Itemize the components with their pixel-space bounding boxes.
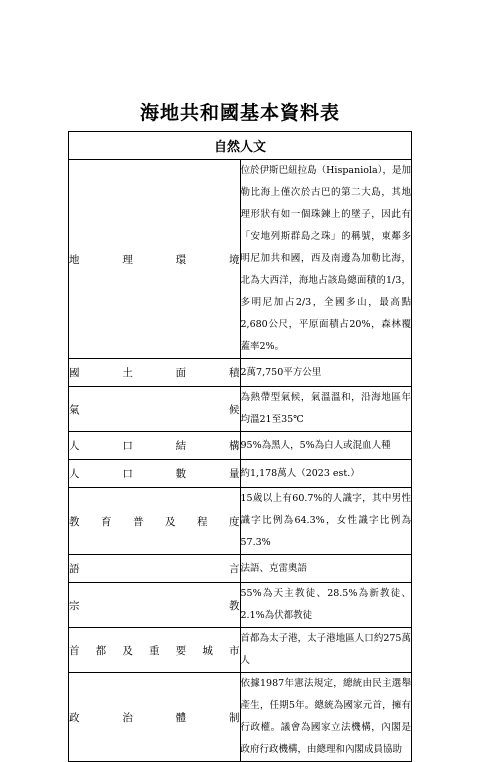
table-row: [69, 432, 412, 460]
row-label-area: 國土面積: [69, 359, 241, 387]
table-row: [69, 555, 412, 583]
row-label-population-structure: 人口結構: [69, 432, 241, 460]
row-value-geography: 位於伊斯巴紐拉島（Hispaniola），是加勒比海上僅次於古巴的第二大島，其地理形狀有如一個珠鍊上的墜子，因此有「安地列斯群島之珠」的稱號，東鄰多明尼加共和國，西及南邊為加勒比海，北為大西洋，海地占該島總面積的1/3，多明尼加占2/3，全國多山，最高點2,680公尺，平原面積占20%，森林覆蓋率2%。: [240, 160, 412, 359]
page-title: 海地共和國基本資料表: [139, 102, 340, 124]
row-label-education: 教育普及程度: [69, 488, 241, 555]
row-value-government: 依據1987年憲法規定，總統由民主選舉產生，任期5年。總統為國家元首，擁有行政權。議會為國家立法機構，內閣是政府行政機構，由總理和內閣成員協助: [240, 673, 412, 762]
table-row: [69, 160, 412, 359]
row-label-capital: 首都及重要城市: [69, 628, 241, 673]
row-label-religion: 宗教: [69, 583, 241, 628]
row-label-language: 語言: [69, 555, 241, 583]
section-title: 自然人文: [69, 132, 412, 160]
table-row: [69, 387, 412, 432]
row-value-capital: 首都為太子港，太子港地區人口約275萬人: [240, 628, 412, 673]
row-value-education: 15歲以上有60.7%的人識字，其中男性識字比例為64.3%，女性識字比例為57.3%: [240, 488, 412, 555]
table-row: [69, 673, 412, 762]
row-label-climate: 氣候: [69, 387, 241, 432]
row-value-area: 2萬7,750平方公里: [240, 359, 412, 387]
row-value-population-count: 約1,178萬人（2023 est.）: [240, 460, 412, 488]
row-label-government: 政治體制: [69, 673, 241, 762]
table-row: [69, 359, 412, 387]
table-row: [69, 628, 412, 673]
table-row: [69, 488, 412, 555]
section-header-row: [69, 132, 412, 160]
row-label-population-count: 人口數量: [69, 460, 241, 488]
row-label-geography: 地理環境: [69, 160, 241, 359]
row-value-climate: 為熱帶型氣候，氣溫溫和，沿海地區年均溫21至35℃: [240, 387, 412, 432]
table-row: [69, 460, 412, 488]
basic-info-table: [68, 131, 412, 762]
table-row: [69, 583, 412, 628]
row-value-language: 法語、克雷奧語: [240, 555, 412, 583]
row-value-religion: 55%為天主教徒、28.5%為新教徒、2.1%為伏都教徒: [240, 583, 412, 628]
row-value-population-structure: 95%為黑人，5%為白人或混血人種: [240, 432, 412, 460]
